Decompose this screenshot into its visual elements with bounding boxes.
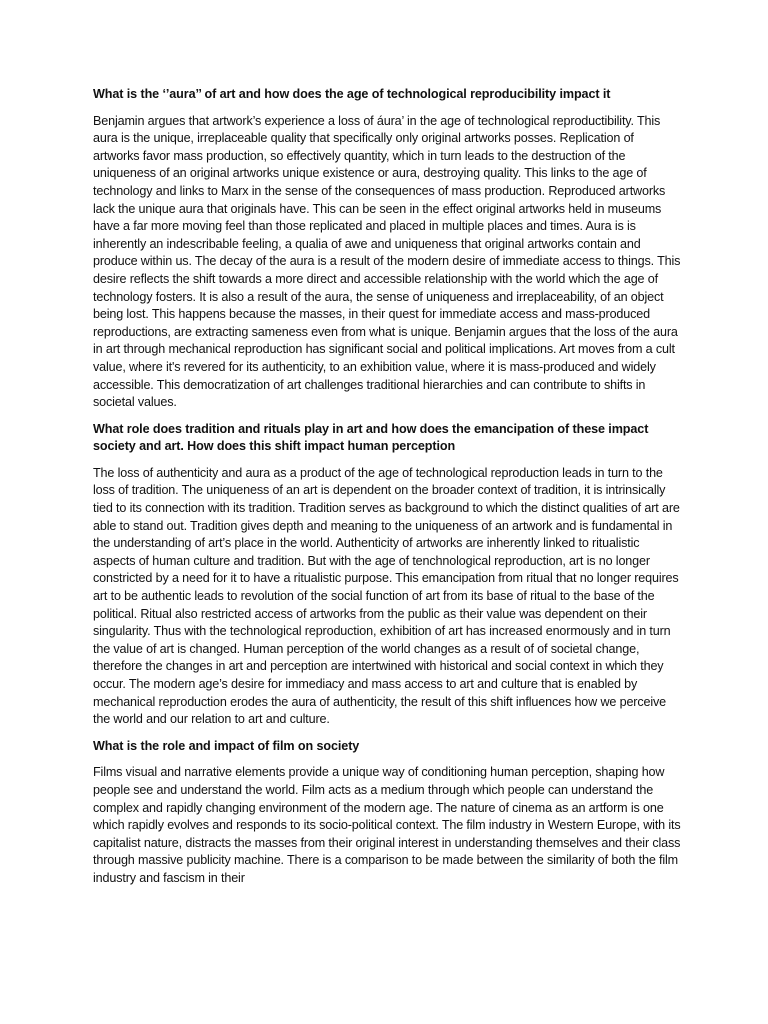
section-heading-tradition: What role does tradition and rituals play in art and how does the emancipation of these impact society and art. How does this shift impact human perception	[93, 421, 649, 454]
section-body-film: Films visual and narrative elements provide a unique way of conditioning human perception, shaping how people see and understand the world. Film acts as a medium through which people can understand the complex and rapidly changing environment of the modern age. The nature of cinema as an artform is one which rapidly evolves and responds to its socio-political context. The film industry in Western Europe, with its capitalist nature, distracts the masses from their original interest in understanding themselves and their class through massive publicity machine. There is a comparison to be made between the similarity of both the film industry and fascism in their	[93, 765, 681, 885]
section-body-aura: Benjamin argues that artwork’s experience a loss of áura’ in the age of technological reproductibility. This aura is the unique, irreplaceable quality that specifically only original artworks posses. Replication of artworks favor mass production, so effectively quantity, which in turn leads to the destruction of the uniqueness of an original artworks unique existence or aura, destroying quality. This links to the age of technology and links to Marx in the sense of the consequences of mass production. Reproduced artworks lack the unique aura that originals have. This can be seen in the effect original artworks held in museums have a far more moving feel than those replicated and placed in multiple places and times. Aura is is inherently an indescribable feeling, a qualia of awe and uniqueness that original artworks contain and produce within us. The decay of the aura is a result of the modern desire of immediate access to things. This desire reflects the shift towards a more direct and accessible relationship with the world which the age of technology fosters. It is also a result of the aura, the sense of uniqueness and irreplaceability, of an object being lost. This happens because the masses, in their quest for immediate access and mass-produced reproductions, are extracting sameness even from what is unique. Benjamin argues that the loss of the aura in art through mechanical reproduction has significant social and political implications. Art moves from a cult value, where it's revered for its authenticity, to an exhibition value, where it is mass-produced and widely accessible. This democratization of art challenges traditional hierarchies and can contribute to shifts in societal values.	[93, 113, 681, 410]
section-body-tradition: The loss of authenticity and aura as a product of the age of technological reproduction leads in turn to the loss of tradition. The uniqueness of an art is dependent on the broader context of tradition, it is intrinsically tied to its connection with its tradition. Tradition serves as background to which the distinct qualities of art are able to stand out. Tradition gives depth and meaning to the uniqueness of an artwork and is fundamental in the understanding of art’s place in the world. Authenticity of artworks are inherently linked to ritualistic aspects of human culture and tradition. But with the age of tenchnological reproduction, art is no longer constricted by a need for it to have a ritualistic purpose. This emancipation from ritual that no longer requires art to be authentic leads to revolution of the social function of art from its base of ritual to the base of the political. Ritual also restricted access of artworks from the public as their value was dependent on their singularity. Thus with the technological reproduction, exhibition of art has increased enormously and in turn the value of art is changed. Human perception of the world changes as a result of of societal change, therefore the changes in art and perception are intertwined with historical and social context in which they occur. The modern age’s desire for immediacy and mass access to art and culture that is enabled by mechanical reproduction erodes the aura of authenticity, the result of this shift influences how we perceive the world and our relation to art and culture.	[93, 465, 680, 727]
section-heading-film: What is the role and impact of film on society	[93, 738, 360, 753]
section-heading-aura: What is the ‘’aura’’ of art and how does the age of technological reproducibility impact it	[93, 87, 611, 101]
document-page	[93, 86, 681, 897]
